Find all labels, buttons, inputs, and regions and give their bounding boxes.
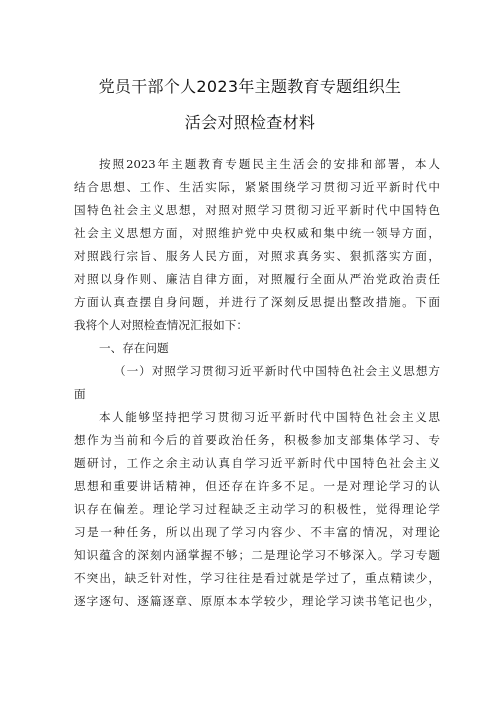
paragraph-line: 不突出，缺乏针对性，学习往往是看过就是学过了，重点精读少， bbox=[74, 571, 440, 585]
paragraph-line: 想作为当前和今后的首要政治任务，积极参加支部集体学习、专 bbox=[74, 433, 440, 447]
paragraph-line: 习是一种任务，所以出现了学习内容少、不丰富的情况，对理论 bbox=[74, 525, 440, 539]
paragraph-line: 逐字逐句、逐篇逐章、原原本本学较少，理论学习读书笔记也少， bbox=[74, 594, 440, 608]
paragraph-line: 题研讨，工作之余主动认真自学习近平新时代中国特色社会主义 bbox=[74, 456, 440, 470]
paragraph-line: 方面认真查摆自身问题，并进行了深刻反思提出整改措施。下面 bbox=[74, 295, 440, 309]
section-heading: 一、存在问题 bbox=[99, 341, 169, 355]
subsection-heading: （一）对照学习贯彻习近平新时代中国特色社会主义思想方 bbox=[114, 364, 440, 378]
paragraph-line: 知识蕴含的深刻内涵掌握不够；二是理论学习不够深入。学习专题 bbox=[74, 548, 440, 562]
paragraph-line: 对照以身作则、廉洁自律方面，对照履行全面从严治党政治责任 bbox=[74, 272, 440, 286]
paragraph-line: 思想和重要讲话精神，但还存在许多不足。一是对理论学习的认 bbox=[74, 479, 440, 493]
document-body bbox=[74, 153, 440, 613]
paragraph-line: 我将个人对照检查情况汇报如下： bbox=[74, 318, 248, 332]
paragraph-line: 社会主义思想方面，对照维护党中央权威和集中统一领导方面， bbox=[74, 226, 440, 240]
paragraph-line: 按照2023年主题教育专题民主生活会的安排和部署，本人 bbox=[99, 157, 440, 171]
paragraph-line: 识存在偏差。理论学习过程缺乏主动学习的积极性，觉得理论学 bbox=[74, 502, 440, 516]
document-title-line-2: 活会对照检查材料 bbox=[184, 113, 316, 132]
paragraph-line: 对照践行宗旨、服务人民方面，对照求真务实、狠抓落实方面， bbox=[74, 249, 440, 263]
document-title-line-1: 党员干部个人2023年主题教育专题组织生 bbox=[98, 77, 402, 96]
subsection-heading-continued: 面 bbox=[74, 387, 86, 401]
paragraph-line: 本人能够坚持把学习贯彻习近平新时代中国特色社会主义思 bbox=[99, 410, 440, 424]
paragraph-line: 结合思想、工作、生活实际，紧紧围绕学习贯彻习近平新时代中 bbox=[74, 180, 440, 194]
paragraph-line: 国特色社会主义思想，对照对照学习贯彻习近平新时代中国特色 bbox=[74, 203, 440, 217]
